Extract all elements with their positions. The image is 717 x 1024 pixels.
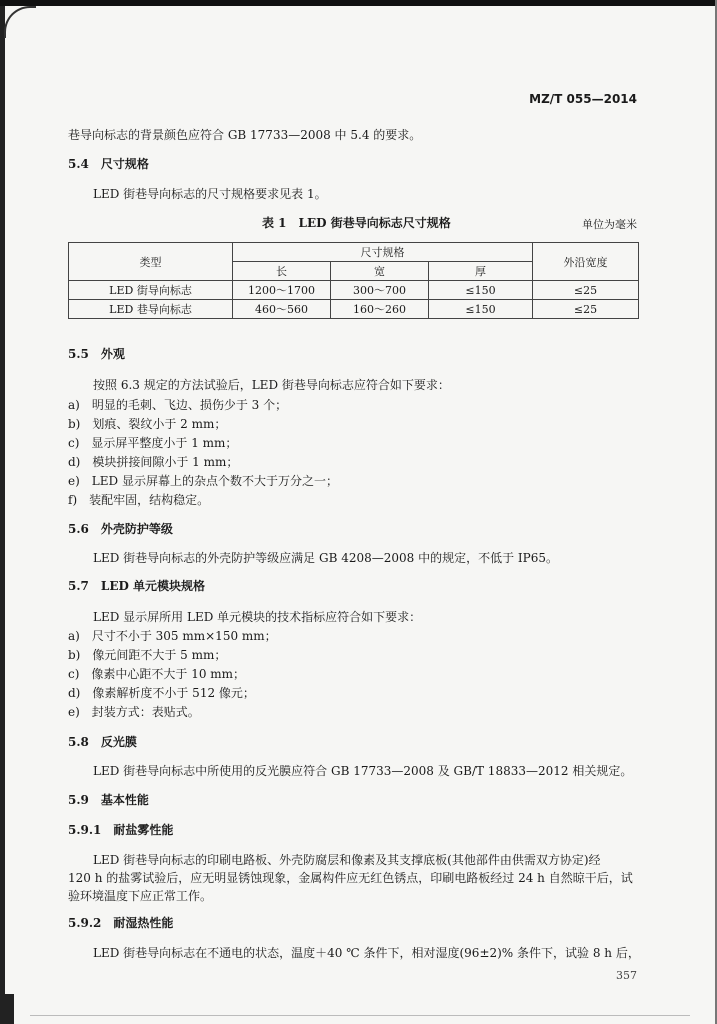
section-5-4-text: LED 街巷导向标志的尺寸规格要求见表 1。 bbox=[93, 187, 327, 201]
header-width: 宽 bbox=[331, 262, 429, 281]
header-length: 长 bbox=[233, 262, 331, 281]
cell-length: 460～560 bbox=[233, 300, 331, 319]
section-5-5-text: 按照 6.3 规定的方法试验后，LED 街巷导向标志应符合如下要求： bbox=[93, 378, 450, 392]
section-5-9-2-heading: 5.9.2 耐湿热性能 bbox=[68, 916, 174, 930]
table-1-unit: 单位为毫米 bbox=[582, 218, 637, 231]
scan-bottom-line bbox=[30, 1015, 690, 1016]
intro-line: 巷导向标志的背景颜色应符合 GB 17733—2008 中 5.4 的要求。 bbox=[68, 128, 422, 142]
scan-left-edge bbox=[0, 6, 5, 1024]
section-5-7-heading: 5.7 LED 单元模块规格 bbox=[68, 579, 206, 593]
cell-width: 160～260 bbox=[331, 300, 429, 319]
list-item: c) 显示屏平整度小于 1 mm； bbox=[68, 436, 238, 450]
section-5-8-heading: 5.8 反光膜 bbox=[68, 735, 137, 749]
header-edge-width: 外沿宽度 bbox=[533, 243, 639, 281]
scan-top-edge bbox=[0, 0, 717, 6]
list-item: d) 像素解析度不小于 512 像元； bbox=[68, 686, 255, 700]
page-number: 357 bbox=[616, 969, 637, 982]
list-item: a) 明显的毛刺、飞边、损伤少于 3 个； bbox=[68, 398, 288, 412]
header-thickness: 厚 bbox=[429, 262, 533, 281]
section-5-9-1-line-3: 验环境温度下应正常工作。 bbox=[68, 889, 213, 903]
section-5-7-text: LED 显示屏所用 LED 单元模块的技术指标应符合如下要求： bbox=[93, 610, 422, 624]
section-5-9-1-heading: 5.9.1 耐盐雾性能 bbox=[68, 823, 174, 837]
cell-type: LED 街导向标志 bbox=[69, 281, 233, 300]
section-5-9-2-text: LED 街巷导向标志在不通电的状态，温度＋40 ℃ 条件下，相对湿度(96±2)% 条件下，试验 8 h 后， bbox=[93, 946, 640, 960]
list-item: d) 模块拼接间隙小于 1 mm； bbox=[68, 455, 239, 469]
section-5-8-text: LED 街巷导向标志中所使用的反光膜应符合 GB 17733—2008 及 GB/T 18833—2012 相关规定。 bbox=[93, 764, 633, 778]
scan-corner-curve bbox=[4, 6, 36, 38]
table-row bbox=[69, 281, 639, 300]
cell-thickness: ≤150 bbox=[429, 281, 533, 300]
list-item: e) 封装方式：表贴式。 bbox=[68, 705, 200, 719]
cell-thickness: ≤150 bbox=[429, 300, 533, 319]
header-type: 类型 bbox=[69, 243, 233, 281]
header-size: 尺寸规格 bbox=[233, 243, 533, 262]
cell-length: 1200～1700 bbox=[233, 281, 331, 300]
list-item: b) 划痕、裂纹小于 2 mm； bbox=[68, 417, 227, 431]
list-item: e) LED 显示屏幕上的杂点个数不大于万分之一； bbox=[68, 474, 338, 488]
table-1 bbox=[68, 242, 639, 319]
cell-type: LED 巷导向标志 bbox=[69, 300, 233, 319]
section-5-6-text: LED 街巷导向标志的外壳防护等级应满足 GB 4208—2008 中的规定，不低于 IP65。 bbox=[93, 551, 558, 565]
cell-edge: ≤25 bbox=[533, 281, 639, 300]
list-item: b) 像元间距不大于 5 mm； bbox=[68, 648, 227, 662]
section-5-6-heading: 5.6 外壳防护等级 bbox=[68, 522, 173, 536]
section-5-5-heading: 5.5 外观 bbox=[68, 347, 125, 361]
cell-width: 300～700 bbox=[331, 281, 429, 300]
standard-code: MZ/T 055—2014 bbox=[529, 92, 637, 106]
table-1-caption: 表 1 LED 街巷导向标志尺寸规格 bbox=[262, 216, 451, 230]
cell-edge: ≤25 bbox=[533, 300, 639, 319]
section-5-9-1-line-2: 120 h 的盐雾试验后，应无明显锈蚀现象，金属构件应无红色锈点，印刷电路板经过 24 h 自然晾干后，试 bbox=[68, 871, 633, 885]
list-item: c) 像素中心距不大于 10 mm； bbox=[68, 667, 246, 681]
table-row bbox=[69, 300, 639, 319]
list-item: f) 装配牢固，结构稳定。 bbox=[68, 493, 210, 507]
section-5-9-heading: 5.9 基本性能 bbox=[68, 793, 149, 807]
section-5-9-1-line-1: LED 街巷导向标志的印刷电路板、外壳防腐层和像素及其支撑底板(其他部件由供需双方协定)经 bbox=[93, 853, 601, 867]
section-5-4-heading: 5.4 尺寸规格 bbox=[68, 157, 149, 171]
scan-bottom-corner bbox=[0, 994, 14, 1024]
list-item: a) 尺寸不小于 305 mm×150 mm； bbox=[68, 629, 277, 643]
